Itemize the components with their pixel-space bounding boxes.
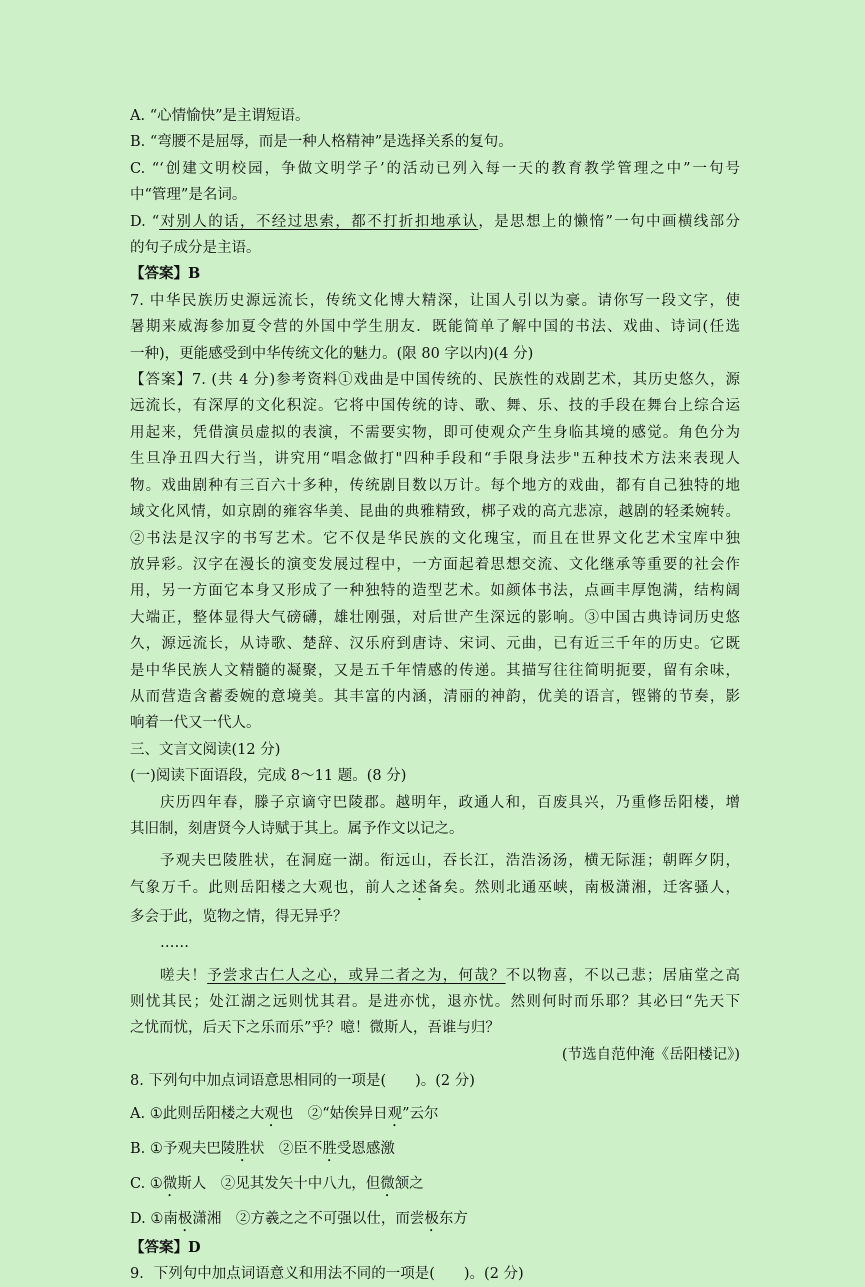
q8-stem: 8. 下列句中加点词语意思相同的一项是( )。(2 分) (130, 1073, 475, 1090)
q6-option-c-line2: 中“管理”是名词。 (130, 187, 247, 204)
q6-answer: 【答案】B (130, 265, 201, 283)
q7-answer-line6: 域文化风情，如京剧的雍容华美、昆曲的典雅精致，梆子戏的高亢悲凉，越剧的轻柔婉转。 (130, 504, 740, 521)
text-segment: 状 ②臣不 (249, 1140, 323, 1157)
q7-answer-line5: 物。戏曲剧种有三百六十多种，传统剧目数以万计。每个地方的戏曲，都有自己独特的地 (130, 477, 740, 494)
q7-answer-line4: 生旦净丑四大行当，讲究用“唱念做打"四种手段和“手限身法步"五种技术方法来表现人 (130, 451, 740, 468)
q6-option-d-line1 (130, 209, 740, 235)
q7-answer-line11: 久，源远流长，从诗歌、楚辞、汉乐府到唐诗、宋词、元曲，已有近三千年的历史。它既 (130, 636, 740, 653)
q7-answer-line9: 用，另一方面它本身又形成了一种独特的造型艺术。如颜体书法，点画丰厚饱满，结构阔 (130, 583, 740, 600)
q7-answer-line13: 从而营造含蓄委婉的意境美。其丰富的内涵，清丽的神韵，优美的语言，铿锵的节奏，影 (130, 688, 740, 705)
q6-option-c-line1: C. “‘创建文明校园，争做文明学子’的活动已列入每一天的教育教学管理之中”一句号 (130, 160, 740, 177)
q7-answer-line14: 响着一代又一代人。 (130, 715, 261, 732)
text-segment: 颔之 (394, 1175, 424, 1192)
text-segment: C. ① (130, 1175, 163, 1192)
section-subtitle: (一)阅读下面语段，完成 8～11 题。(8 分) (130, 768, 407, 785)
dotted-word: 胜 (235, 1140, 250, 1157)
text-segment: A. ①此则岳阳楼之大 (130, 1105, 265, 1122)
dotted-word: 述 (412, 879, 428, 896)
q7-line3: 一种)，更能感受到中华传统文化的魅力。(限 80 字以内)(4 分) (130, 345, 534, 362)
q7-answer-line1: 【答案】7. (共 4 分)参考资料①戏曲是中国传统的、民族性的戏剧艺术，其历史悠久，源 (130, 372, 740, 389)
underlined-sentence: 予尝求古仁人之心，或异二者之为，何哉？ (207, 967, 506, 984)
q7-answer-line12: 是中华民族人文精髓的凝聚，又是五千年情感的传递。其描写往往简明扼要，留有余味， (130, 662, 740, 679)
q8-option-d (130, 1206, 740, 1235)
dotted-word: 微 (162, 1175, 178, 1192)
dotted-word: 极 (177, 1210, 193, 1227)
passage-p3-line1 (130, 963, 740, 989)
text-segment: ”云尔 (402, 1105, 439, 1122)
text-segment: 嗟夫！ (160, 967, 208, 984)
passage-p3-line2: 则忧其民；处江湖之远则忧其君。是进亦忧，退亦忧。然则何时而乐耶？其必曰“先天下 (130, 994, 740, 1010)
passage-p2-line1: 予观夫巴陵胜状，在洞庭一湖。衔远山，吞长江，浩浩汤汤，横无际涯；朝晖夕阴， (160, 853, 740, 870)
q7-answer-line10: 大端正，整体显得大气磅礴，雄壮刚强，对后世产生深远的影响。③中国古典诗词历史悠 (130, 609, 740, 626)
q8-answer: 【答案】D (130, 1238, 201, 1256)
passage-p3-line3: 之忧而忧，后天下之乐而乐”乎？噫！微斯人，吾谁与归？ (130, 1020, 500, 1037)
passage-ellipsis: …… (160, 935, 189, 952)
section-title: 三、文言文阅读(12 分) (130, 741, 281, 758)
q7-line2: 暑期来威海参加夏令营的外国中学生朋友．既能简单了解中国的书法、戏曲、诗词(任选 (130, 319, 740, 336)
q7-answer-line7: ②书法是汉字的书写艺术。它不仅是华民族的文化瑰宝，而且在世界文化艺术宝库中独 (130, 530, 740, 547)
text-segment: 受恩感激 (336, 1140, 395, 1157)
passage-p2-line3: 多会于此，览物之情，得无异乎？ (130, 908, 348, 925)
text-segment: B. ①予观夫巴陵 (130, 1140, 236, 1157)
dotted-word: 观 (387, 1105, 403, 1122)
q8-option-a (130, 1101, 740, 1130)
dotted-word: 观 (264, 1105, 279, 1122)
q6-option-d-underlined: 对别人的话，不经过思索，都不打折扣地承认 (159, 213, 479, 230)
q6-option-d-suffix: ，是思想上的懒惰”一句中画横线部分 (478, 213, 740, 230)
dotted-word: 胜 (322, 1140, 337, 1157)
q6-option-a: A. “心情愉快”是主谓短语。 (130, 108, 310, 124)
text-segment: 斯人 ②见其发矢十中八九，但 (177, 1175, 381, 1192)
passage-p1-line1: 庆历四年春，滕子京谪守巴陵郡。越明年，政通人和，百废具兴，乃重修岳阳楼，增 (160, 794, 740, 811)
text-segment: 潇湘 ②方羲之之不可强以仕，而尝 (192, 1210, 425, 1227)
text-segment: D. ①南 (130, 1210, 178, 1227)
passage-p2-line2 (130, 875, 740, 904)
text-segment: 东方 (438, 1210, 468, 1227)
q6-option-d-line2: 的句子成分是主语。 (130, 240, 261, 257)
text-segment: 备矣。然则北通巫峡，南极潇湘，迁客骚人， (427, 879, 740, 896)
q6-option-d-prefix: D. “ (130, 213, 160, 230)
text-segment: 不以物喜，不以己悲；居庙堂之高 (505, 967, 741, 984)
q7-line1: 7. 中华民族历史源远流长，传统文化博大精深，让国人引以为豪。请你写一段文字，使 (130, 292, 740, 309)
q6-option-b: B. “弯腰不是屈辱，而是一种人格精神”是选择关系的复句。 (130, 134, 513, 151)
document-page (130, 103, 740, 1287)
text-segment: 气象万千。此则岳阳楼之大观也，前人之 (130, 879, 413, 896)
dotted-word: 微 (380, 1175, 395, 1192)
q7-answer-line3: 用起来，凭借演员虚拟的表演，不需要实物，即可使观众产生身临其境的感觉。角色分为 (130, 424, 740, 441)
passage-p1-line2: 其旧制，刻唐贤今人诗赋于其上。属予作文以记之。 (130, 820, 464, 837)
q8-option-c (130, 1171, 740, 1200)
dotted-word: 极 (424, 1210, 439, 1227)
q9-stem: 9．下列句中加点词语意义和用法不同的一项是( )。(2 分) (130, 1266, 524, 1283)
q8-option-b (130, 1136, 740, 1165)
q7-answer-line8: 放异彩。汉字在漫长的演变发展过程中，一方面起着思想交流、文化继承等重要的社会作 (130, 556, 740, 573)
text-segment: 也 ②“姑俟异日 (278, 1105, 388, 1122)
passage-source: (节选自范仲淹《岳阳楼记》) (561, 1046, 740, 1063)
q7-answer-line2: 远流长，有深厚的文化积淀。它将中国传统的诗、歌、舞、乐、技的手段在舞台上综合运 (130, 398, 740, 415)
